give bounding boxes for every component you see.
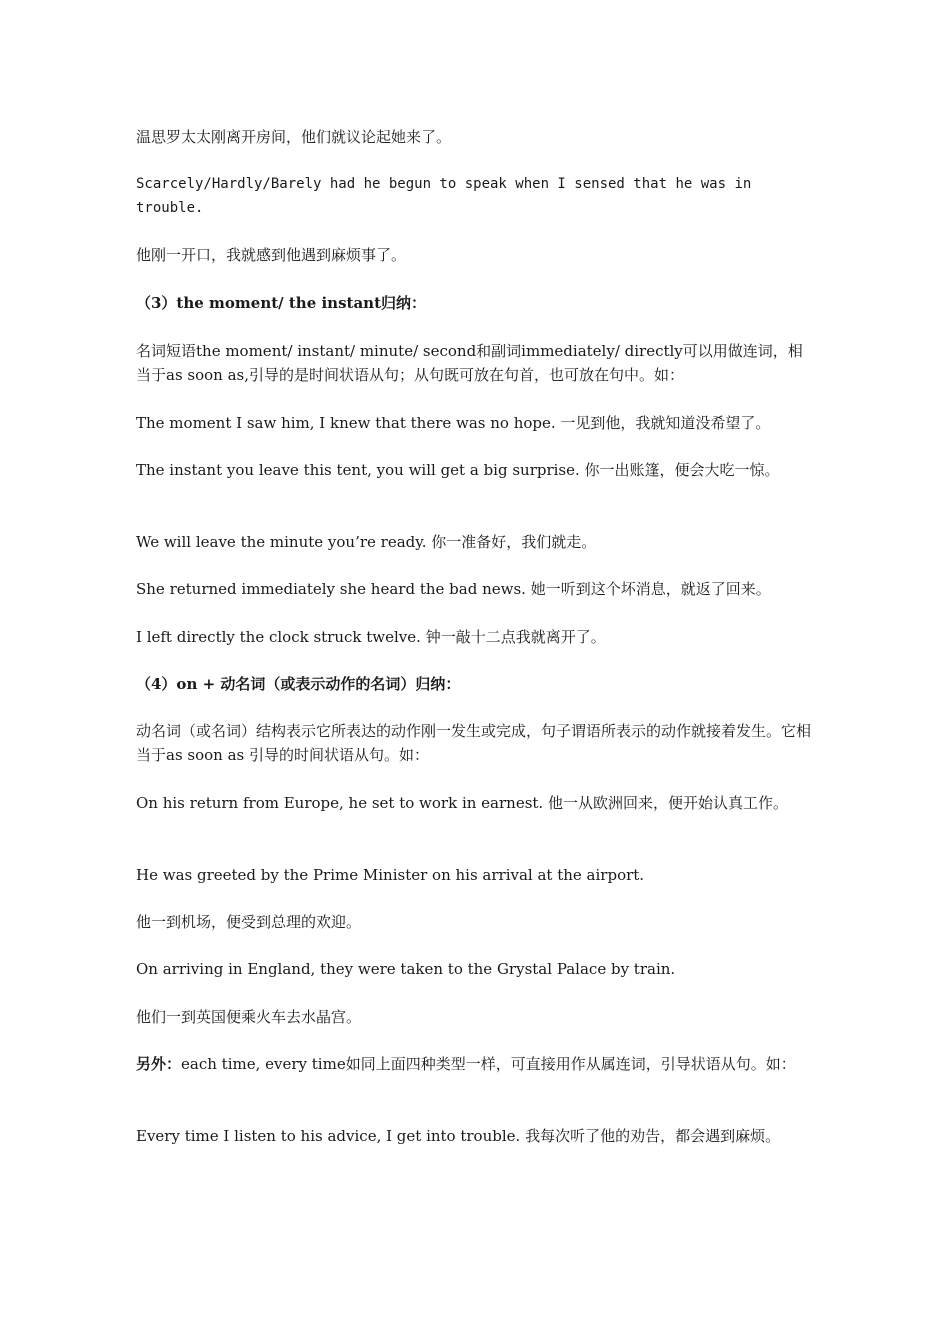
example-immediately: She returned immediately she heard the bad news. 她一听到这个坏消息，就返了回来。 xyxy=(136,580,771,598)
paragraph-chinese-2: 他刚一开口，我就感到他遇到麻烦事了。 xyxy=(136,246,407,264)
example-the-moment: The moment I saw him, I knew that there was no hope. 一见到他，我就知道没希望了。 xyxy=(136,414,771,432)
example-directly: I left directly the clock struck twelve. 钟一敲十二点我就离开了。 xyxy=(136,628,606,646)
paragraph-chinese-1: 温思罗太太刚离开房间，他们就议论起她来了。 xyxy=(136,128,452,146)
section-heading-4: （4）on + 动名词（或表示动作的名词）归纳： xyxy=(136,675,461,693)
additional-label: 另外： xyxy=(136,1055,182,1073)
example-on-return: On his return from Europe, he set to work in earnest. 他一从欧洲回来，便开始认真工作。 xyxy=(136,794,788,812)
translation-on-arrival: 他一到机场，便受到总理的欢迎。 xyxy=(136,913,362,931)
example-every-time: Every time I listen to his advice, I get into trouble. 我每次听了他的劝告，都会遇到麻烦。 xyxy=(136,1127,781,1145)
example-on-arriving: On arriving in England, they were taken to the Grystal Palace by train. xyxy=(136,960,676,978)
section-heading-3: （3）the moment/ the instant归纳： xyxy=(136,294,426,312)
paragraph-rule-3: 名词短语the moment/ instant/ minute/ second和副词immediately/ directly可以用做连词，相当于as soon as,引导的是时间状语从句；从句既可放在句首，也可放在句中。如： xyxy=(136,342,803,384)
example-on-arrival: He was greeted by the Prime Minister on his arrival at the airport. xyxy=(136,866,645,884)
additional-text: each time, every time如同上面四种类型一样，可直接用作从属连词，引导状语从句。如： xyxy=(181,1055,796,1073)
paragraph-example-scarcely: Scarcely/Hardly/Barely had he begun to speak when I sensed that he was in trouble. xyxy=(136,176,752,216)
paragraph-additional xyxy=(136,1052,816,1076)
translation-on-arriving: 他们一到英国便乘火车去水晶宫。 xyxy=(136,1008,362,1026)
paragraph-rule-4: 动名词（或名词）结构表示它所表达的动作刚一发生或完成，句子谓语所表示的动作就接着发生。它相当于as soon as 引导的时间状语从句。如： xyxy=(136,722,812,764)
example-the-instant: The instant you leave this tent, you will get a big surprise. 你一出账篷，便会大吃一惊。 xyxy=(136,461,780,479)
example-the-minute: We will leave the minute you’re ready. 你一准备好，我们就走。 xyxy=(136,533,597,551)
